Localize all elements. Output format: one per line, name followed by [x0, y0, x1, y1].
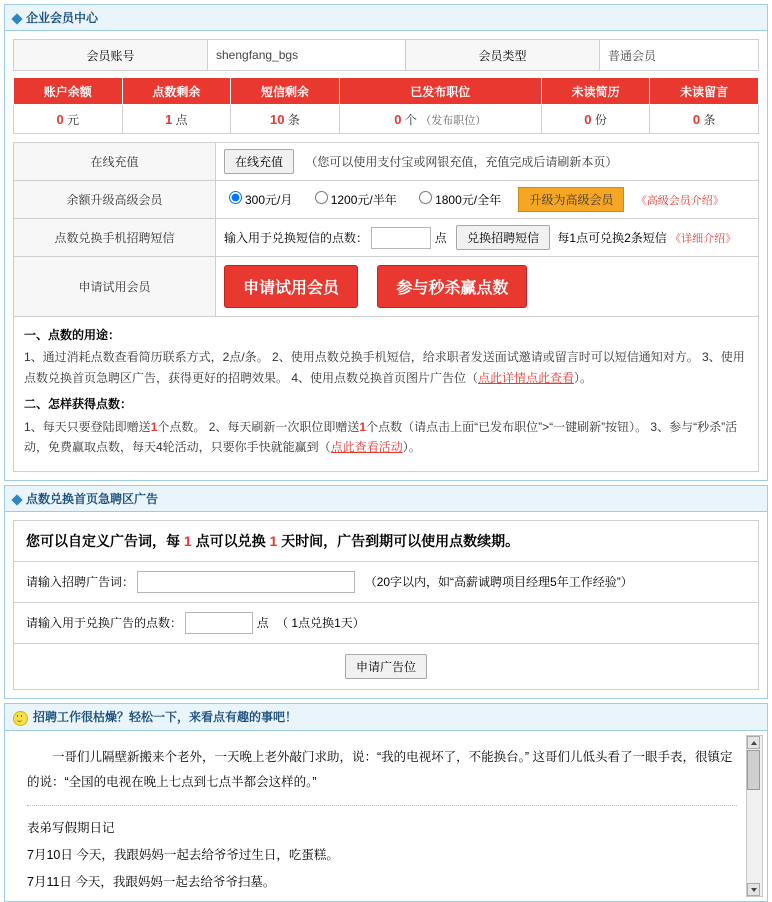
notes-usage-b: ）。 — [574, 370, 593, 385]
upgrade-cell — [216, 181, 759, 219]
stat-value-messages — [650, 105, 759, 134]
notes-earn-num1: 1 — [150, 419, 158, 434]
recharge-label: 在线充值 — [14, 143, 216, 181]
ad-points-note: （ 1点兑换1天） — [276, 616, 365, 631]
actions-table — [13, 142, 759, 317]
upgrade-radio-monthly[interactable] — [229, 191, 242, 204]
table-row — [14, 40, 759, 71]
stat-num: 0 — [692, 111, 701, 127]
notes-earn-c: 个点数。 2、每天刷新一次职位即赠送 — [157, 419, 360, 434]
ad-points-row — [14, 603, 758, 644]
recharge-cell — [216, 143, 759, 181]
premium-intro-link[interactable]: 《高级会员介绍》 — [635, 195, 724, 207]
divider — [27, 805, 737, 806]
member-center-panel — [4, 4, 768, 481]
ad-word-label: 请输入招聘广告词： — [26, 575, 135, 590]
stat-num: 0 — [394, 111, 402, 127]
ad-submit-button[interactable]: 申请广告位 — [345, 654, 427, 679]
member-center-title: 企业会员中心 — [26, 11, 99, 25]
upgrade-option-year[interactable] — [414, 193, 501, 207]
ad-panel-header — [5, 486, 767, 512]
seckill-activity-link[interactable]: 点此查看活动 — [330, 439, 403, 454]
scroll-up-button[interactable] — [747, 736, 760, 749]
stat-unit: 份 — [594, 112, 607, 127]
stat-value-resumes — [541, 105, 650, 134]
diamond-icon — [11, 13, 22, 24]
ad-headline-c: 天时间，广告到期可以使用点数续期。 — [281, 533, 520, 550]
joke-2-line-2: 7月11日 今天，我跟妈妈一起去给爷爷扫墓。 — [27, 874, 276, 889]
notes-earn-text — [24, 417, 748, 458]
fun-scrollbar[interactable] — [746, 735, 763, 897]
upgrade-button[interactable]: 升级为高级会员 — [518, 187, 624, 212]
exchange-sms-unit: 点 — [434, 231, 447, 245]
account-value: shengfang_bgs — [208, 40, 406, 71]
member-type-label: 会员类型 — [406, 40, 600, 71]
diamond-icon — [11, 495, 22, 506]
ad-points-input[interactable] — [185, 612, 253, 634]
recharge-button[interactable]: 在线充值 — [224, 149, 294, 174]
notes-earn-num2: 1 — [359, 419, 367, 434]
member-center-header — [5, 5, 767, 31]
stat-unit: 个 — [404, 112, 417, 127]
notes-usage-a: 1、通过消耗点数查看简历联系方式，2点/条。 2、使用点数兑换手机短信，给求职者发送面试邀请或留言时可以短信通知对方。 3、使用点数兑换首页急聘区广告，获得更好的招聘效果。 4、使用点数兑换首页图片广告位（ — [24, 350, 745, 385]
scroll-down-button[interactable] — [747, 883, 760, 896]
exchange-sms-note: 每1点可兑换2条短信 — [557, 231, 667, 245]
stats-table — [13, 77, 759, 134]
upgrade-label: 余额升级高级会员 — [14, 181, 216, 219]
account-label: 会员账号 — [14, 40, 208, 71]
exchange-sms-button[interactable]: 兑换招聘短信 — [456, 225, 550, 250]
ad-headline — [14, 521, 758, 562]
sms-detail-link[interactable]: 《详细介绍》 — [670, 233, 737, 245]
upgrade-row — [14, 181, 759, 219]
ad-panel-title: 点数兑换首页急聘区广告 — [26, 492, 159, 507]
exchange-sms-prefix: 输入用于兑换短信的点数： — [224, 231, 369, 245]
stat-num: 1 — [165, 111, 173, 127]
notes-earn-d: 个点数（请点击上面“已发布职位”>“一键刷新”按钮）。 3、参与“秒杀”活动，免费赢取点数，每天4轮活动，只要你手快就能赢到（ — [24, 419, 738, 454]
upgrade-option-label: 1800元/全年 — [435, 193, 502, 207]
upgrade-option-label: 1200元/半年 — [330, 193, 397, 207]
stat-header-points: 点数剩余 — [122, 78, 231, 105]
ad-word-note: （20字以内，如“高薪诚聘项目经理5年工作经验”） — [364, 575, 633, 590]
stat-value-jobs — [339, 105, 541, 134]
stat-header-balance: 账户余额 — [14, 78, 123, 105]
ad-points-unit: 点 — [256, 616, 269, 631]
apply-trial-button[interactable]: 申请试用会员 — [224, 265, 358, 308]
stat-header-resumes: 未读简历 — [541, 78, 650, 105]
stat-value-points — [122, 105, 231, 134]
ad-headline-b: 点可以兑换 — [195, 533, 266, 550]
fun-panel-body — [5, 731, 767, 901]
exchange-sms-label: 点数兑换手机招聘短信 — [14, 219, 216, 257]
fun-panel — [4, 703, 768, 901]
trial-label: 申请试用会员 — [14, 257, 216, 317]
ad-headline-a: 您可以自定义广告词，每 — [26, 533, 180, 550]
stat-value-sms — [231, 105, 340, 134]
ad-panel-body — [5, 512, 767, 698]
joke-paragraph-1: 一哥们儿隔壁新搬来个老外，一天晚上老外敲门求助，说：“我的电视坏了，不能换台。” 这哥们儿低头看了一眼手表，很镇定的说：“全国的电视在晚上七点到七点半都会这样的。” — [27, 749, 733, 789]
stat-unit: 条 — [287, 112, 300, 127]
exchange-sms-input[interactable] — [371, 227, 431, 249]
stat-unit: 条 — [703, 112, 716, 127]
chevron-up-icon — [751, 741, 757, 745]
chevron-down-icon — [751, 888, 757, 892]
fun-panel-title: 招聘工作很枯燥？轻松一下，来看点有趣的事吧！ — [33, 710, 298, 725]
trial-row — [14, 257, 759, 317]
ad-headline-num2: 1 — [269, 533, 278, 550]
ad-points-label: 请输入用于兑换广告的点数： — [26, 616, 183, 631]
notes-usage-text — [24, 347, 748, 388]
ad-word-row — [14, 562, 758, 603]
smiley-icon — [13, 711, 28, 726]
upgrade-radio-year[interactable] — [419, 191, 432, 204]
points-notes — [13, 317, 759, 472]
exchange-sms-cell — [216, 219, 759, 257]
joke-2-line-1: 7月10日 今天，我跟妈妈一起去给爷爷过生日，吃蛋糕。 — [27, 847, 339, 862]
ad-word-input[interactable] — [137, 571, 355, 593]
member-center-body — [5, 31, 767, 480]
notes-heading-earn: 二、怎样获得点数： — [24, 397, 133, 412]
ad-submit-row — [14, 644, 758, 689]
stat-num: 0 — [584, 111, 592, 127]
stat-unit: 点 — [175, 112, 188, 127]
notes-earn-a: 1、每天只要登陆即赠送 — [24, 419, 151, 434]
recharge-row — [14, 143, 759, 181]
stats-header-row — [14, 78, 759, 105]
recharge-note: （您可以使用支付宝或网银充值，充值完成后请刷新本页） — [305, 155, 618, 169]
upgrade-option-label: 300元/月 — [245, 193, 293, 207]
fun-panel-header — [5, 704, 767, 730]
stat-num: 0 — [56, 111, 64, 127]
stat-unit: 元 — [67, 112, 80, 127]
member-type-value: 普通会员 — [600, 40, 759, 71]
upgrade-radio-halfyear[interactable] — [315, 191, 328, 204]
exchange-sms-row — [14, 219, 759, 257]
stats-value-row — [14, 105, 759, 134]
upgrade-option-monthly[interactable] — [224, 193, 292, 207]
ad-headline-num1: 1 — [183, 533, 192, 550]
points-detail-link[interactable]: 点此详情点此查看 — [478, 370, 575, 385]
stat-num: 10 — [270, 111, 285, 127]
notes-earn-e: ）。 — [402, 439, 421, 454]
scroll-thumb[interactable] — [747, 750, 760, 790]
ad-exchange-panel — [4, 485, 768, 699]
stat-header-jobs: 已发布职位 — [339, 78, 541, 105]
notes-heading-usage: 一、点数的用途： — [24, 328, 121, 342]
post-job-link[interactable]: （发布职位） — [420, 114, 487, 127]
upgrade-option-halfyear[interactable] — [310, 193, 397, 207]
seckill-button[interactable]: 参与秒杀赢点数 — [377, 265, 527, 308]
ad-form-box — [13, 520, 759, 690]
stat-header-sms: 短信剩余 — [231, 78, 340, 105]
trial-cell — [216, 257, 759, 317]
stat-header-messages: 未读留言 — [650, 78, 759, 105]
joke-2-title: 表弟写假期日记 — [27, 820, 115, 835]
stat-value-balance — [14, 105, 123, 134]
account-table — [13, 39, 759, 71]
